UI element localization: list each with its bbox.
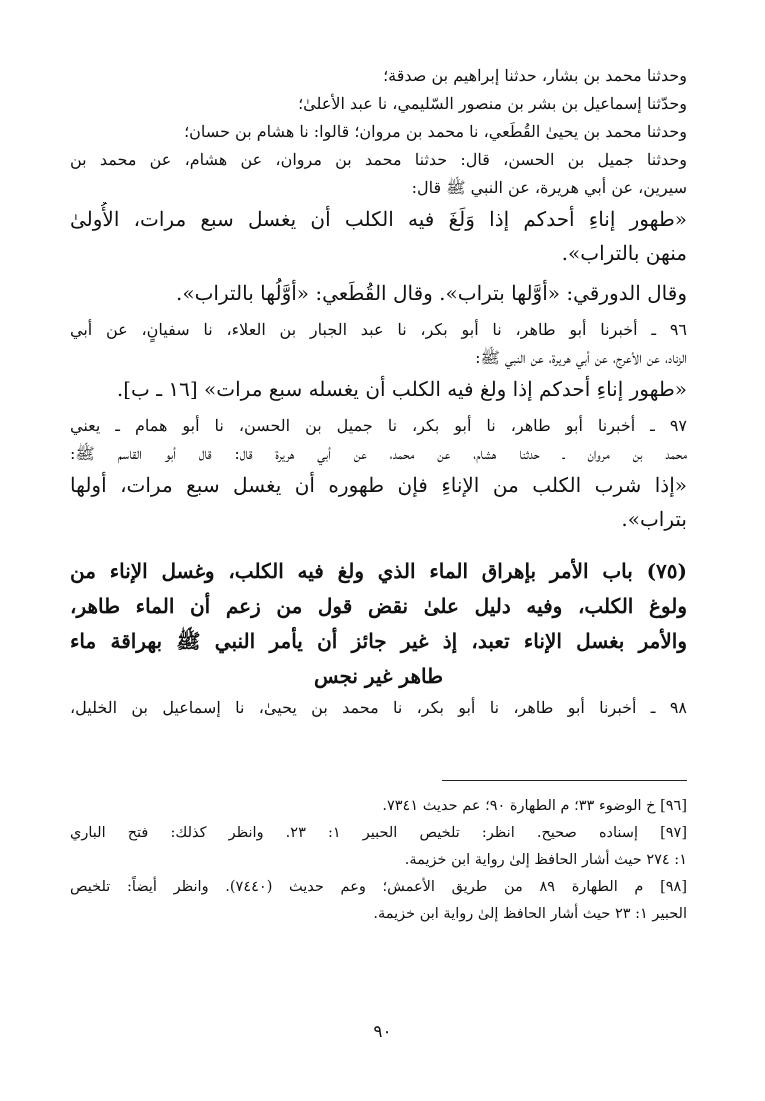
footnote-line: [٩٧] إسناده صحيح. انظر: تلخيص الحبير ١: ٢٣. وانظر كذلك: فتح الباري (70, 825, 687, 841)
narration-line: الزناد، عن الأعرج، عن أبي هريرة، عن النبي ﷺ: (475, 348, 687, 367)
hadith-text-line: «طهور إناءِ أحدكم إذا ولغ فيه الكلب أن يغسله سبع مرات» [١٦ ـ ب]. (116, 377, 687, 401)
chapter-heading-line: والأمر بغسل الإناء تعبد، إذ غير جائز أن يأمر النبي ﷺ بهراقة ماء (70, 629, 687, 653)
chapter-heading-line: طاهر غير نجس (313, 664, 444, 688)
narration-line: وحدثنا محمد بن بشار، حدثنا إبراهيم بن صدقة؛ (383, 66, 687, 85)
narration-line: محمد بن مروان ـ حدثنا هشام، عن محمد، عن أبي هريرة قال: قال أبو القاسم ﷺ: (70, 444, 687, 463)
hadith-text-line: بتراب». (621, 507, 687, 531)
narration-line: ٩٧ ـ أخبرنا أبو طاهر، نا أبو بكر، نا جميل بن الحسن، نا أبو همام ـ يعني (70, 416, 687, 435)
footnotes (70, 793, 687, 928)
page-number: ٩٠ (373, 1022, 392, 1042)
chapter-heading-line: (٧٥) باب الأمر بإهراق الماء الذي ولغ فيه الكلب، وغسل الإناء من (70, 559, 687, 583)
narration-line: ٩٦ ـ أخبرنا أبو طاهر، نا أبو بكر، نا عبد الجبار بن العلاء، نا سفيانٍ، عن أبي (70, 320, 687, 339)
footnote-line: [٩٨] م الطهارة ٨٩ من طريق الأعمش؛ وعم حديث (٧٤٤٠). وانظر أيضاً: تلخيص (70, 879, 687, 895)
hadith-text-line: وقال الدورقي: «أوَّلها بتراب». وقال القُطَعي: «أوَّلُها بالتراب». (176, 281, 687, 305)
footnote-line: ١: ٢٧٤ حيث أشار الحافظ إلىٰ رواية ابن خزيمة. (404, 852, 687, 868)
hadith-text-line: منهن بالتراب». (561, 241, 687, 265)
chapter-heading (70, 554, 687, 694)
hadith-text-line: «طهور إناءِ أحدكم إذا وَلَغَ فيه الكلب أن يغسل سبع مرات، الأُولىٰ (70, 207, 687, 231)
narration-line: وحدّثنا إسماعيل بن بشر بن منصور السّليمي، نا عبد الأعلىٰ؛ (298, 94, 687, 113)
narration-line: وحدثنا محمد بن يحيىٰ القُطَعي، نا محمد بن مروان؛ قالوا: نا هشام بن حسان؛ (184, 122, 687, 141)
footnote-line: الحبير ١: ٢٣ حيث أشار الحافظ إلىٰ رواية ابن خزيمة. (373, 906, 687, 922)
footnote-line: [٩٦] خ الوضوء ٣٣؛ م الطهارة ٩٠؛ عم حديث ٧٣٤١. (382, 798, 687, 814)
hadith-text-line: «إذا شرب الكلب من الإناءِ فإن طهوره أن يغسل سبع مرات، أولها (70, 473, 687, 497)
narration-line: وحدثنا جميل بن الحسن، قال: حدثنا محمد بن مروان، عن هشام، عن محمد بن (70, 150, 687, 169)
footnote-separator (442, 780, 687, 781)
narration-line: سيرين، عن أبي هريرة، عن النبي ﷺ قال: (411, 178, 687, 197)
chapter-heading-line: ولوغ الكلب، وفيه دليل علىٰ نقض قول من زعم أن الماء طاهر، (70, 594, 687, 618)
narration-line: ٩٨ ـ أخبرنا أبو طاهر، نا أبو بكر، نا محمد بن يحيىٰ، نا إسماعيل بن الخليل، (70, 698, 687, 717)
